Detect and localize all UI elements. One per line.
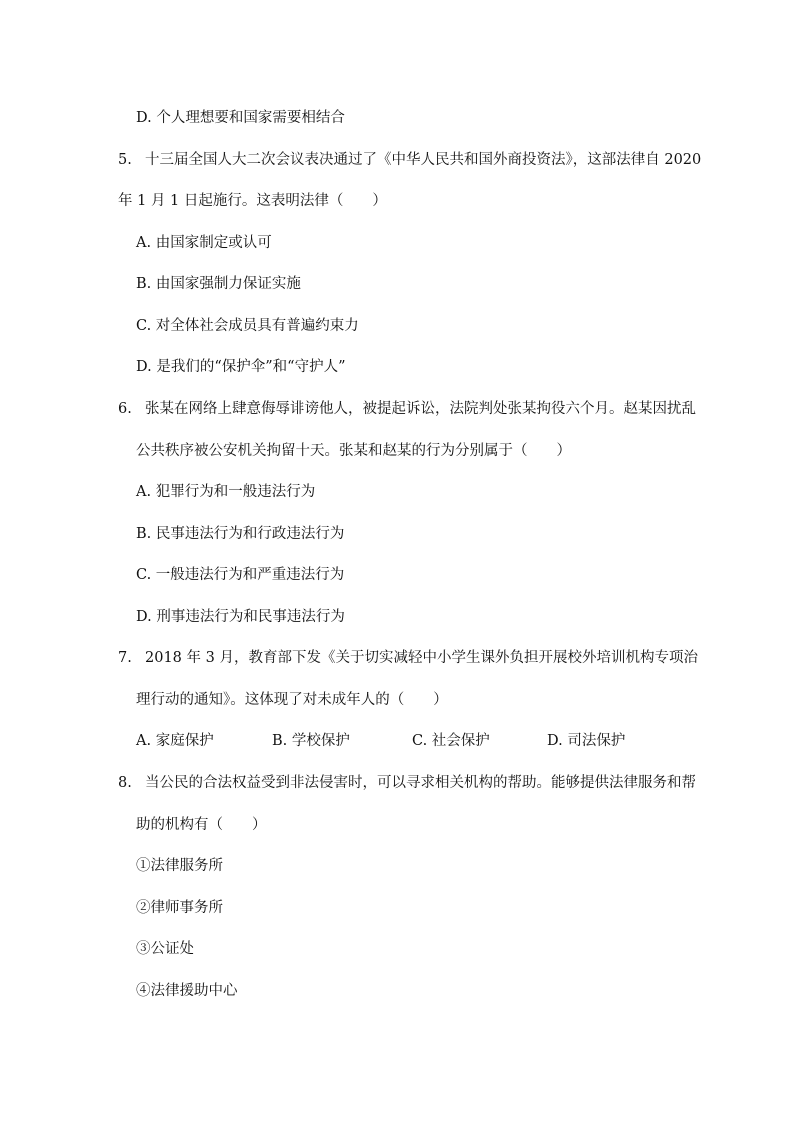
q6-option-a: A. 犯罪行为和一般违法行为: [136, 484, 316, 500]
q6-stem-line1: 张某在网络上肆意侮辱诽谤他人，被提起诉讼，法院判处张某拘役六个月。赵某因扰乱: [145, 401, 696, 417]
q6-stem-line2: 公共秩序被公安机关拘留十天。张某和赵某的行为分别属于（ ）: [136, 443, 571, 459]
q5-number: 5.: [118, 152, 132, 168]
q7-option-b: B. 学校保护: [272, 733, 350, 749]
q6-number: 6.: [118, 401, 132, 417]
q8-stem-line1: 当公民的合法权益受到非法侵害时，可以寻求相关机构的帮助。能够提供法律服务和帮: [145, 775, 696, 791]
q7-option-a: A. 家庭保护: [136, 733, 214, 749]
q4-option-d: D. 个人理想要和国家需要相结合: [136, 110, 345, 126]
q5-option-c: C. 对全体社会成员具有普遍约束力: [136, 318, 359, 334]
q7-stem-line2: 理行动的通知》。这体现了对未成年人的（ ）: [136, 692, 448, 708]
q7-stem-line1: 2018 年 3 月，教育部下发《关于切实减轻中小学生课外负担开展校外培训机构专项治: [145, 650, 698, 666]
q8-stem-line2: 助的机构有（ ）: [136, 817, 267, 833]
q6-option-d: D. 刑事违法行为和民事违法行为: [136, 609, 345, 625]
q6-option-b: B. 民事违法行为和行政违法行为: [136, 526, 345, 542]
q5-option-a: A. 由国家制定或认可: [136, 235, 272, 251]
q5-stem-line2: 年 1 月 1 日起施行。这表明法律（ ）: [118, 193, 387, 209]
q6-option-c: C. 一般违法行为和严重违法行为: [136, 567, 345, 583]
q7-option-c: C. 社会保护: [412, 733, 490, 749]
q5-option-b: B. 由国家强制力保证实施: [136, 276, 301, 292]
q5-stem-line1: 十三届全国人大二次会议表决通过了《中华人民共和国外商投资法》，这部法律自 2020: [145, 152, 702, 168]
q8-item-2: ②律师事务所: [136, 900, 223, 916]
q7-option-d: D. 司法保护: [547, 733, 626, 749]
q8-item-1: ①法律服务所: [136, 858, 223, 874]
q8-item-4: ④法律援助中心: [136, 983, 238, 999]
q5-option-d: D. 是我们的“保护伞”和“守护人”: [136, 359, 346, 375]
q8-number: 8.: [118, 775, 132, 791]
q7-number: 7.: [118, 650, 132, 666]
q8-item-3: ③公证处: [136, 941, 194, 957]
